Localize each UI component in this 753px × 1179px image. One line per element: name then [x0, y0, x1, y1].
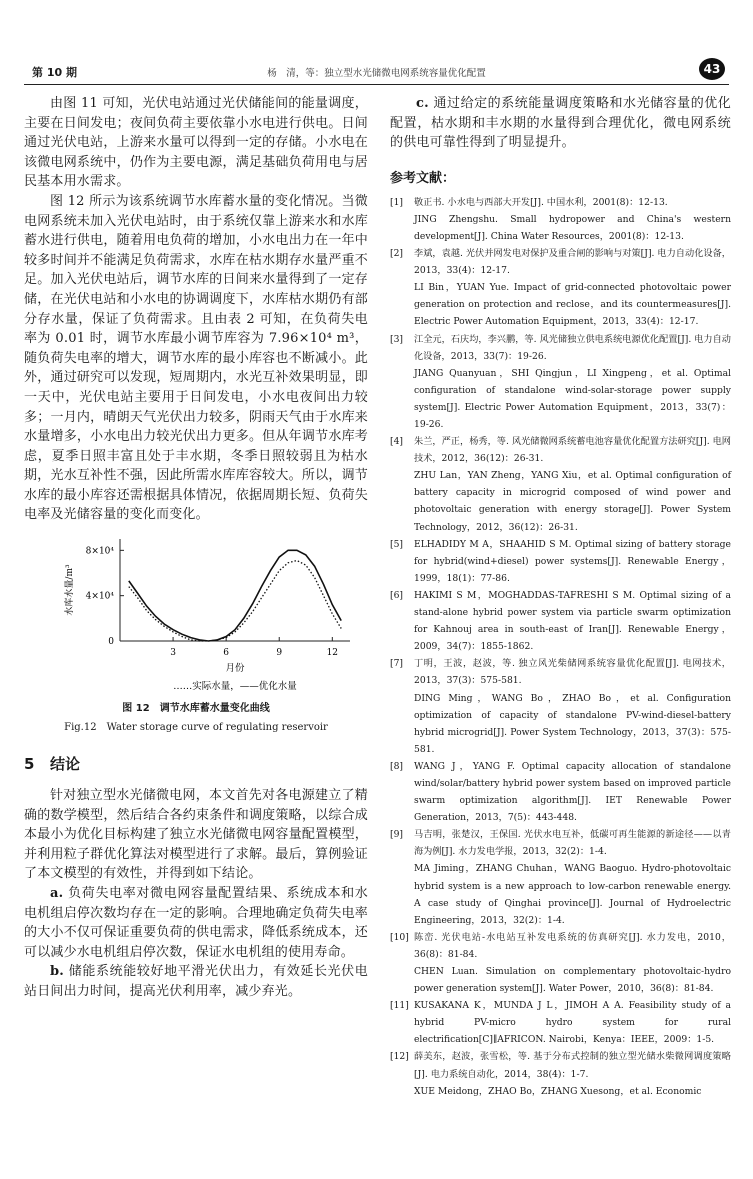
- figure-caption-cn: 图 12 调节水库蓄水量变化曲线: [122, 703, 270, 715]
- reference-number: [4]: [390, 436, 404, 448]
- x-tick-label: 6: [223, 648, 230, 659]
- reference-text: 朱兰，严正，杨秀，等. 风光储微网系统蓄电池容量优化配置方法研究[J]. 电网技术，2012，36(12)：26-31.: [414, 436, 731, 465]
- reference-body: [414, 433, 731, 536]
- reference-text: 李斌，袁越. 光伏并网发电对保护及重合闸的影响与对策[J]. 电力自动化设备，2013，33(4)：12-17.: [414, 248, 731, 277]
- reference-body: [414, 929, 731, 997]
- reference-text: MA Jiming，ZHANG Chuhan，WANG Baoguo. Hydro-photovoltaic hybrid system is a new approach to low-carbon renewable energy. A case study of Qinghai province[J]. Journal of Hydroelectric Engineering，2013，32(2)：1-4.: [414, 863, 731, 926]
- reference-text: KUSAKANA K，MUNDA J L，JIMOH A A. Feasibility study of a hybrid PV-micro hydro system for rural electrification[C]∥AFRICON. Nairobi，Kenya：IEEE，2009：1-5.: [414, 1000, 731, 1046]
- x-tick-label: 3: [170, 648, 176, 659]
- reference-text: 敬正书. 小水电与西部大开发[J]. 中国水利，2001(8)：12-13.: [414, 196, 668, 208]
- reference-text: JING Zhengshu. Small hydropower and China's western development[J]. China Water Resources，2001(8)：12-13.: [414, 213, 731, 242]
- paragraph-fig12: 图 12 所示为该系统调节水库蓄水量的变化情况。当微电网系统未加入光伏电站时，由于系统仅靠上游来水和水库蓄水进行供电，随着用电负荷的增加，小水电出力在一年中较多时间并不能满足负荷需求，水库在枯水期存水量严重不足。加入光伏电站后，调节水库的日间来水量得到了一定存储，在光伏电站和小水电的协调调度下，水库枯水期仍有部分存水量，保证了负荷需求。且由表 2 可知，在负荷失电率为 0.01 时，调节水库最小调节库容为 7.96×10⁴ m³，随负荷失电率的增大，调节水库的最小库容也不断减小。此外，通过研究可以发现，短周期内，水光互补效果明显，即一天中，光伏电站主要用于日间发电，小水电夜间出力较多；一月内，晴朗天气光伏出力较多，阴雨天气由于水库来水量增多，小水电出力较光伏出力更多。但从年调节水库考虑，夏季日照丰富且处于丰水期，冬季日照较弱且为枯水期，光水互补性不强，因此所需水库库容较大。所以，调节水库的最小库容还需根据具体情况，依据周期长短、负荷失电率及光储容量的变化而变化。: [24, 193, 368, 523]
- reference-item: [390, 655, 731, 758]
- reference-text: CHEN Luan. Simulation on complementary photovoltaic-hydro power generation system[J]. Water Power，2010，36(8)：81-84.: [414, 966, 731, 995]
- y-tick-label: 0: [108, 637, 114, 648]
- reference-text: HAKIMI S M，MOGHADDAS-TAFRESHI S M. Optimal sizing of a stand-alone hybrid power system via particle swarm optimization for Kahnouj area in south-east of Iran[J]. Renewable Energy，2009，34(7)：1855-1862.: [414, 589, 731, 653]
- reference-text: 陈峦. 光伏电站-水电站互补发电系统的仿真研究[J]. 水力发电，2010，36(8)：81-84.: [414, 931, 731, 960]
- reference-number: [12]: [390, 1051, 409, 1063]
- y-axis-label: 水库水量/m³: [65, 564, 75, 616]
- reference-item: [390, 433, 731, 536]
- reference-text: JIANG Quanyuan，SHI Qingjun，LI Xingpeng，et al. Optimal configuration of standalone wind-solar-storage power supply system[J]. Electric Power Automation Equipment，2013，33(7)：19-26.: [414, 367, 731, 430]
- reference-body: [414, 826, 731, 929]
- item-c-lead: c.: [416, 96, 429, 111]
- reference-item: [390, 826, 731, 929]
- reference-body: [414, 536, 731, 587]
- reference-body: [414, 1048, 731, 1099]
- reference-item: [390, 929, 731, 997]
- series-line-optimized: [129, 550, 341, 641]
- reference-text: 马吉明，张楚汉，王保国. 光伏水电互补，低碳可再生能源的新途径——以青海为例[J]. 水力发电学报，2013，32(2)：1-4.: [414, 829, 731, 858]
- water-storage-chart: [24, 531, 368, 696]
- paragraph-conclusion: 针对独立型水光储微电网，本文首先对各电源建立了精确的数学模型，然后结合各约束条件和调度策略，以综合成本最小为优化目标构建了独立水光储微电网容量配置模型，并利用粒子群优化算法对模型进行了求解。最后，算例验证了本文模型的有效性，并得到如下结论。: [24, 788, 368, 882]
- reference-item: [390, 536, 731, 587]
- reference-text: 丁明，王波，赵波，等. 独立风光柴储网系统容量优化配置[J]. 电网技术，2013，37(3)：575-581.: [414, 658, 731, 687]
- item-a-text: 负荷失电率对微电网容量配置结果、系统成本和水电机组启停次数均存在一定的影响。合理地确定负荷失电率的大小不仅可保证重要负荷的供电需求，降低系统成本，还可以减少水电机组启停次数，保证水电机组的使用寿命。: [24, 886, 368, 960]
- reference-text: 薛美东，赵波，张雪松，等. 基于分布式控制的独立型光储水柴微网调度策略[J]. 电力系统自动化，2014，38(4)：1-7.: [414, 1051, 731, 1080]
- reference-item: [390, 245, 731, 330]
- reference-number: [7]: [390, 658, 404, 670]
- section-heading: [24, 753, 368, 774]
- reference-body: [414, 997, 731, 1048]
- reference-number: [1]: [390, 196, 404, 208]
- reference-text: XUE Meidong，ZHAO Bo，ZHANG Xuesong，et al. Economic: [414, 1085, 702, 1097]
- reference-number: [9]: [390, 829, 404, 841]
- reference-item: [390, 587, 731, 655]
- reference-item: [390, 997, 731, 1048]
- reference-body: [414, 655, 731, 758]
- reference-number: [11]: [390, 1000, 409, 1012]
- reference-number: [5]: [390, 538, 404, 550]
- reference-body: [414, 194, 731, 245]
- reference-number: [2]: [390, 248, 404, 260]
- references-heading: 参考文献：: [390, 170, 456, 186]
- reference-number: [8]: [390, 760, 404, 772]
- chart-legend: ……实际水量，——优化水量: [173, 681, 297, 693]
- item-b-lead: b.: [50, 964, 65, 980]
- reference-item: [390, 331, 731, 434]
- y-tick-label: 8×10⁴: [85, 546, 114, 557]
- reference-text: ZHU Lan，YAN Zheng，YANG Xiu，et al. Optimal configuration of battery capacity in microgrid composed of wind power and photovoltaic generation with energy storage[J]. Power System Technology，2012，36(12)：26-31.: [414, 470, 731, 533]
- x-tick-label: 9: [276, 648, 283, 659]
- item-c-text: 通过给定的系统能量调度策略和水光储容量的优化配置，枯水期和丰水期的水量得到合理优化，微电网系统的供电可靠性得到了明显提升。: [390, 96, 731, 151]
- reference-body: [414, 331, 731, 434]
- figure-12: [24, 531, 368, 743]
- reference-list: [390, 194, 731, 1100]
- reference-body: [414, 245, 731, 330]
- reference-item: [390, 194, 731, 245]
- reference-number: [6]: [390, 589, 404, 601]
- reference-number: [3]: [390, 333, 404, 345]
- y-tick-label: 4×10⁴: [85, 591, 114, 602]
- conclusion-item-a: [24, 884, 368, 962]
- page-header: [24, 62, 729, 82]
- reference-text: 江全元，石庆均，李兴鹏，等. 风光储独立供电系统电源优化配置[J]. 电力自动化设备，2013，33(7)：19-26.: [414, 333, 731, 362]
- reference-item: [390, 758, 731, 826]
- issue-label: 第 10 期: [32, 66, 77, 79]
- reference-body: [414, 587, 731, 655]
- conclusion-item-b: [24, 962, 368, 1001]
- reference-item: [390, 1048, 731, 1099]
- reference-text: WANG J，YANG F. Optimal capacity allocation of standalone wind/solar/battery hybrid power system based on improved particle swarm optimization algorithm[J]. IET Renewable Power Generation，2013，7(5)：443-448.: [414, 760, 731, 824]
- section-number: 5: [24, 755, 35, 774]
- item-a-lead: a.: [50, 886, 64, 902]
- reference-text: ELHADIDY M A，SHAAHID S M. Optimal sizing of battery storage for hybrid(wind+diesel) power systems[J]. Renewable Energy，1999，18(1)：77-86.: [414, 538, 731, 584]
- figure-caption-en: Fig.12 Water storage curve of regulating reservoir: [64, 722, 328, 734]
- conclusion-item-c: [390, 94, 731, 153]
- reference-text: DING Ming，WANG Bo，ZHAO Bo，et al. Configuration optimization of capacity of standalone PV-wind-diesel-battery hybrid microgrid[J]. Power System Technology，2013，37(3)：575-581.: [414, 692, 731, 755]
- header-rule: [24, 84, 729, 85]
- x-tick-label: 12: [326, 648, 339, 659]
- running-title: 杨 清，等：独立型水光储微电网系统容量优化配置: [267, 68, 486, 79]
- reference-body: [414, 758, 731, 826]
- reference-text: LI Bin，YUAN Yue. Impact of grid-connected photovoltaic power generation on protection and reclose，and its countermeasures[J]. Electric Power Automation Equipment，2013，33(4)：12-17.: [414, 282, 731, 328]
- x-axis-label: 月份: [225, 663, 245, 675]
- left-column: [24, 94, 368, 1002]
- page-number-badge: 43: [699, 58, 725, 80]
- item-b-text: 储能系统能较好地平滑光伏出力，有效延长光伏电站日间出力时间，提高光伏利用率，减少弃光。: [24, 964, 368, 999]
- section-title: 结论: [50, 755, 81, 774]
- right-column: [390, 94, 731, 1100]
- paragraph-fig11: 由图 11 可知，光伏电站通过光伏储能间的能量调度，主要在日间发电；夜间负荷主要依靠小水电进行供电。日间通过光伏电站，上游来水量可以得到一定的存储。小水电在该微电网系统中，仍作为主要电源，满足基础负荷用电与居民基本用水需求。: [24, 96, 368, 190]
- reference-number: [10]: [390, 931, 409, 943]
